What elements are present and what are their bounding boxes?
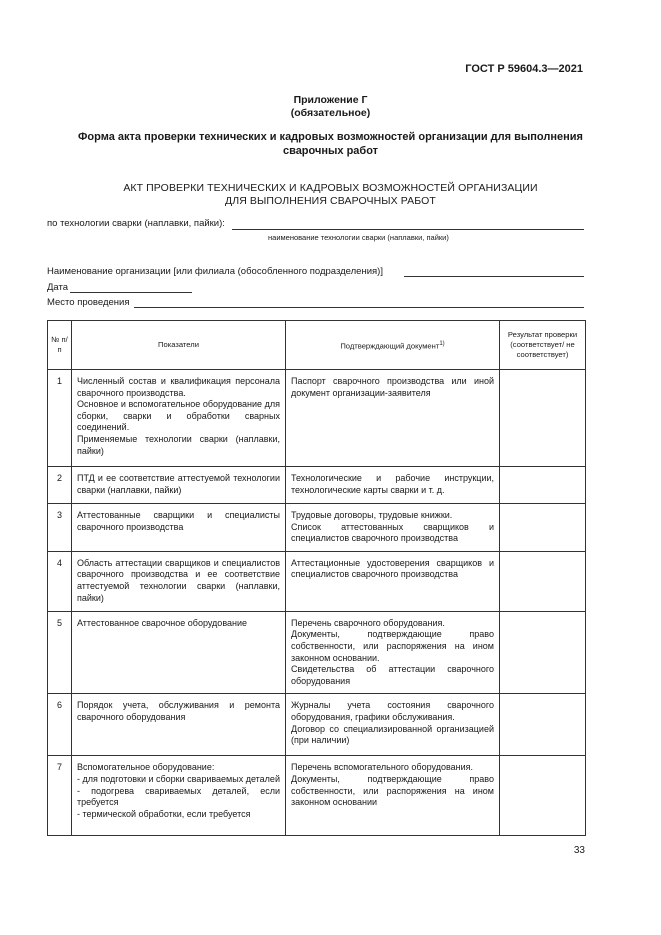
annex-title: Приложение Г (293, 94, 368, 106)
row-indicators (72, 551, 286, 611)
technology-label: по технологии сварки (наплавки, пайки): (47, 218, 225, 229)
header-document (286, 321, 500, 370)
document-line: Перечень вспомогательного оборудования. (291, 762, 474, 773)
row-documents (286, 551, 500, 611)
place-input-line[interactable] (134, 307, 584, 308)
act-title (48, 182, 613, 208)
row-result-cell[interactable] (500, 694, 586, 756)
check-table (47, 320, 586, 836)
document-line: Аттестационные удостоверения сварщиков и специалистов сварочного производства (291, 557, 494, 580)
header-document-label: Подтверждающий документ (340, 341, 440, 351)
row-number: 5 (48, 611, 72, 694)
row-documents (286, 467, 500, 504)
indicator-line: - для подготовки и сборки свариваемых деталей (77, 773, 280, 784)
header-num: № п/п (48, 321, 72, 370)
row-result-cell[interactable] (500, 551, 586, 611)
date-input-line[interactable] (70, 292, 192, 293)
form-title (48, 130, 613, 158)
table-row (48, 611, 586, 694)
row-indicators (72, 611, 286, 694)
org-input-line[interactable] (404, 276, 584, 277)
document-line: Документы, подтверждающие право собственности, или распоряжения на ином законном основании. (291, 629, 494, 663)
indicator-line: Аттестованное сварочное оборудование (77, 617, 248, 628)
standard-designation: ГОСТ Р 59604.3—2021 (465, 63, 583, 75)
form-title-line1: Форма акта проверки технических и кадровых возможностей организации для выполнения (78, 131, 583, 143)
indicator-line: - термической обработки, если требуется (77, 808, 251, 819)
row-number: 7 (48, 756, 72, 836)
place-label: Место проведения (47, 297, 130, 308)
row-documents (286, 611, 500, 694)
document-line: Журналы учета состояния сварочного оборудования, графики обслуживания. (291, 700, 494, 722)
header-footnote-mark: 1) (439, 340, 445, 347)
document-line: Перечень сварочного оборудования. (291, 617, 445, 628)
row-number: 2 (48, 467, 72, 504)
header-indicators: Показатели (72, 321, 286, 370)
table-body (48, 370, 586, 836)
indicator-line: Численный состав и квалификация персонала сварочного производства. (77, 376, 280, 398)
form-title-line2: сварочных работ (282, 145, 379, 157)
row-indicators (72, 467, 286, 504)
table-row (48, 370, 586, 467)
row-result-cell[interactable] (500, 370, 586, 467)
table-row (48, 694, 586, 756)
indicator-line: Порядок учета, обслуживания и ремонта сварочного оборудования (77, 700, 280, 722)
table-row (48, 504, 586, 552)
act-title-line1: АКТ ПРОВЕРКИ ТЕХНИЧЕСКИХ И КАДРОВЫХ ВОЗМОЖНОСТЕЙ ОРГАНИЗАЦИИ (123, 182, 538, 194)
technology-input-line[interactable] (232, 229, 584, 230)
row-number: 3 (48, 504, 72, 552)
row-result-cell[interactable] (500, 756, 586, 836)
table-row (48, 467, 586, 504)
row-number: 1 (48, 370, 72, 467)
row-indicators (72, 370, 286, 467)
header-result: Результат проверки (соответствует/ не соответствует) (500, 321, 586, 370)
indicator-line: Применяемые технологии сварки (наплавки, пайки) (77, 433, 280, 456)
indicator-line: ПТД и ее соответствие аттестуемой технологии сварки (наплавки, пайки) (77, 473, 280, 495)
row-result-cell[interactable] (500, 467, 586, 504)
indicator-line: Основное и вспомогательное оборудование для сборки, сварки и обработки сварных соединений. (77, 399, 280, 433)
row-number: 6 (48, 694, 72, 756)
act-title-line2: ДЛЯ ВЫПОЛНЕНИЯ СВАРОЧНЫХ РАБОТ (225, 195, 436, 207)
document-line: Технологические и рабочие инструкции, технологические карты сварки и т. д. (291, 473, 494, 495)
org-label: Наименование организации [или филиала (обособленного подразделения)] (47, 266, 383, 277)
row-indicators (72, 694, 286, 756)
indicator-line: - подогрева свариваемых деталей, если требуется (77, 785, 280, 808)
indicator-line: Вспомогательное оборудование: (77, 762, 215, 773)
document-line: Свидетельства об аттестации сварочного оборудования (291, 664, 494, 686)
document-line: Паспорт сварочного производства или иной документ организации-заявителя (291, 376, 494, 398)
document-line: Документы, подтверждающие право собственности, или распоряжения на ином законном основании (291, 773, 494, 808)
row-result-cell[interactable] (500, 504, 586, 552)
row-documents (286, 504, 500, 552)
row-documents (286, 694, 500, 756)
annex-heading (0, 94, 661, 120)
row-number: 4 (48, 551, 72, 611)
row-indicators (72, 504, 286, 552)
table-row (48, 756, 586, 836)
indicator-line: Аттестованные сварщики и специалисты сварочного производства (77, 510, 280, 532)
indicator-line: Область аттестации сварщиков и специалистов сварочного производства и ее соответствие аттестуемой технологии сварки (наплавки, пайки) (77, 557, 280, 603)
document-line: Список аттестованных сварщиков и специалистов сварочного производства (291, 521, 494, 544)
row-documents (286, 370, 500, 467)
document-line: Трудовые договоры, трудовые книжки. (291, 510, 453, 520)
page-number: 33 (573, 845, 585, 856)
document-line: Договор со специализированной организацией (при наличии) (291, 723, 494, 746)
table-header-row (48, 321, 586, 370)
row-indicators (72, 756, 286, 836)
row-documents (286, 756, 500, 836)
annex-status: (обязательное) (290, 107, 371, 119)
technology-hint: наименование технологии сварки (наплавки, пайки) (268, 233, 449, 242)
row-result-cell[interactable] (500, 611, 586, 694)
table-row (48, 551, 586, 611)
date-label: Дата (47, 282, 69, 293)
